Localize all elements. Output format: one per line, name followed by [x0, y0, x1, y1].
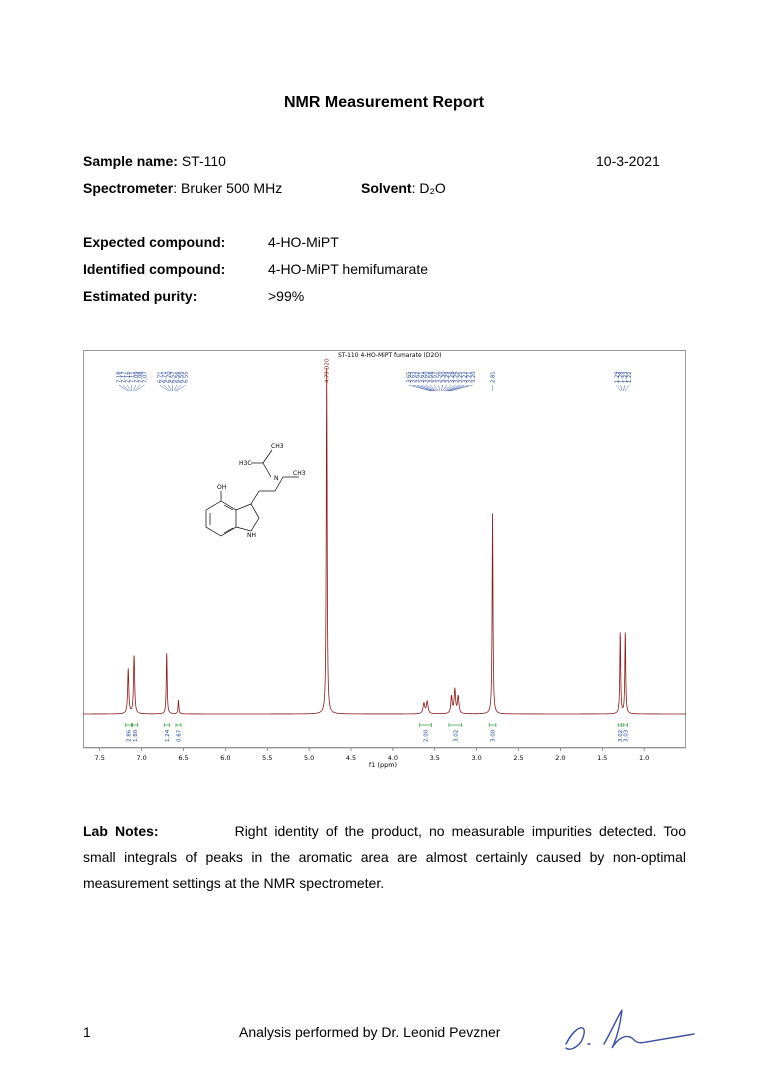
peak-label: 1.22: [627, 371, 634, 383]
signature-image: [560, 1000, 700, 1060]
peak-label: 3.65: [406, 371, 413, 383]
peak-label: 3.63: [410, 371, 417, 383]
x-tick-label: 6.0: [220, 754, 231, 762]
x-tick-label: 1.0: [638, 754, 650, 762]
peak-label: 3.58: [427, 371, 434, 383]
peak-label: 6.71: [157, 371, 164, 383]
peak-label: 4.79 D2O: [324, 358, 331, 383]
x-tick-label: 2.5: [513, 754, 524, 762]
lab-notes-text: Right identity of the product, no measurable impurities detected. Too small integrals of peaks in the aromatic area are almost certainly caused by non-optimal measurement settings at the NMR spectrometer.: [83, 823, 686, 891]
peak-label: 3.20: [470, 371, 477, 383]
integral-label: 3.02: [453, 729, 460, 742]
h3c-label: H3C: [239, 460, 252, 467]
peak-label: 3.30: [440, 371, 447, 383]
peak-label: 2.81: [490, 371, 497, 383]
nmr-spectrum-chart: [83, 350, 686, 769]
nh-label: NH: [247, 532, 256, 539]
spectrum-caption: ST-110 4-HO-MiPT fumarate (D2O): [338, 352, 442, 359]
peak-label: 1.29: [614, 371, 621, 383]
expected-compound-label: Expected compound:: [83, 234, 226, 250]
integral-label: 3.03: [623, 729, 630, 742]
chart-frame: [84, 351, 686, 748]
x-tick-label: 1.5: [597, 754, 608, 762]
x-tick-label: 3.5: [429, 754, 440, 762]
peak-label: 3.21: [466, 371, 473, 383]
peak-label: 3.28: [449, 371, 456, 383]
x-axis-ticks: [95, 748, 650, 762]
peak-label: 3.26: [453, 371, 460, 383]
peak-label: 7.17: [120, 371, 127, 383]
x-tick-label: 7.0: [136, 754, 147, 762]
peak-label: 7.08: [138, 371, 145, 383]
x-tick-label: 6.5: [178, 754, 189, 762]
x-tick-label: 4.0: [387, 754, 399, 762]
n-label: N: [274, 475, 279, 482]
lab-notes: [83, 818, 686, 896]
peak-label: 3.25: [457, 371, 464, 383]
solvent-value: : D₂O: [411, 180, 446, 196]
x-tick-label: 2.0: [555, 754, 566, 762]
identified-compound-label: Identified compound:: [83, 261, 226, 277]
integral-label: 2.00: [423, 729, 430, 742]
purity-value: >99%: [268, 288, 305, 304]
sample-name-value: ST-110: [181, 153, 226, 169]
spectrometer-value: : Bruker 500 MHz: [173, 180, 283, 196]
integral-label: 2.86: [126, 729, 133, 742]
x-tick-label: 4.5: [345, 754, 357, 762]
integral-label: 1.80: [132, 729, 139, 742]
peak-label: 7.11: [129, 371, 136, 383]
page-number: 1: [83, 1024, 91, 1040]
x-tick-label: 5.5: [262, 754, 273, 762]
solvent-line: [361, 179, 446, 197]
peak-label: 3.23: [462, 371, 469, 383]
sample-name-label: Sample name:: [83, 153, 178, 169]
ch3-top-label: CH3: [271, 443, 284, 450]
peak-label: 6.55: [179, 371, 186, 383]
peak-label: 7.09: [133, 371, 140, 383]
peak-label: 3.29: [445, 371, 452, 383]
purity-label: Estimated purity:: [83, 288, 198, 304]
peak-label: 3.62: [414, 371, 421, 383]
peak-label: 7.18: [116, 371, 123, 383]
peak-label: 3.60: [423, 371, 430, 383]
report-date: 10-3-2021: [596, 153, 660, 169]
solvent-label: Solvent: [361, 180, 412, 196]
peak-label: 1.23: [622, 371, 629, 383]
peak-label: 7.07: [142, 371, 149, 383]
integral-label: 3.00: [490, 729, 497, 742]
x-axis-label: f1 (ppm): [368, 761, 398, 769]
peak-label: 7.16: [125, 371, 132, 383]
peak-label: 3.61: [419, 371, 426, 383]
peak-label: 6.70: [166, 371, 173, 383]
peak-label: 6.55: [183, 371, 190, 383]
oh-label: OH: [217, 484, 227, 491]
lab-notes-label: Lab Notes:: [83, 823, 159, 839]
spectrometer-label: Spectrometer: [83, 180, 174, 196]
peak-label: 6.57: [170, 371, 177, 383]
peak-label: 3.57: [432, 371, 439, 383]
spectrometer-line: [83, 179, 282, 197]
sample-name-line: [83, 152, 226, 170]
ch3-right-label: CH3: [293, 470, 306, 477]
integral-label: 3.02: [617, 729, 624, 742]
peak-label: 1.28: [618, 371, 625, 383]
footer-analyst: Analysis performed by Dr. Leonid Pevzner: [239, 1024, 501, 1040]
expected-compound-value: 4-HO-MiPT: [268, 234, 339, 250]
integral-label: 0.67: [176, 729, 183, 742]
x-tick-label: 5.0: [303, 754, 315, 762]
peak-label: 6.56: [174, 371, 181, 383]
peak-label: 3.56: [436, 371, 443, 383]
identified-compound-value: 4-HO-MiPT hemifumarate: [268, 261, 429, 277]
x-tick-label: 7.5: [94, 754, 105, 762]
integral-label: 1.24: [164, 729, 171, 742]
peak-label: 6.71: [162, 371, 169, 383]
report-title: NMR Measurement Report: [283, 94, 485, 111]
x-tick-label: 3.0: [471, 754, 482, 762]
